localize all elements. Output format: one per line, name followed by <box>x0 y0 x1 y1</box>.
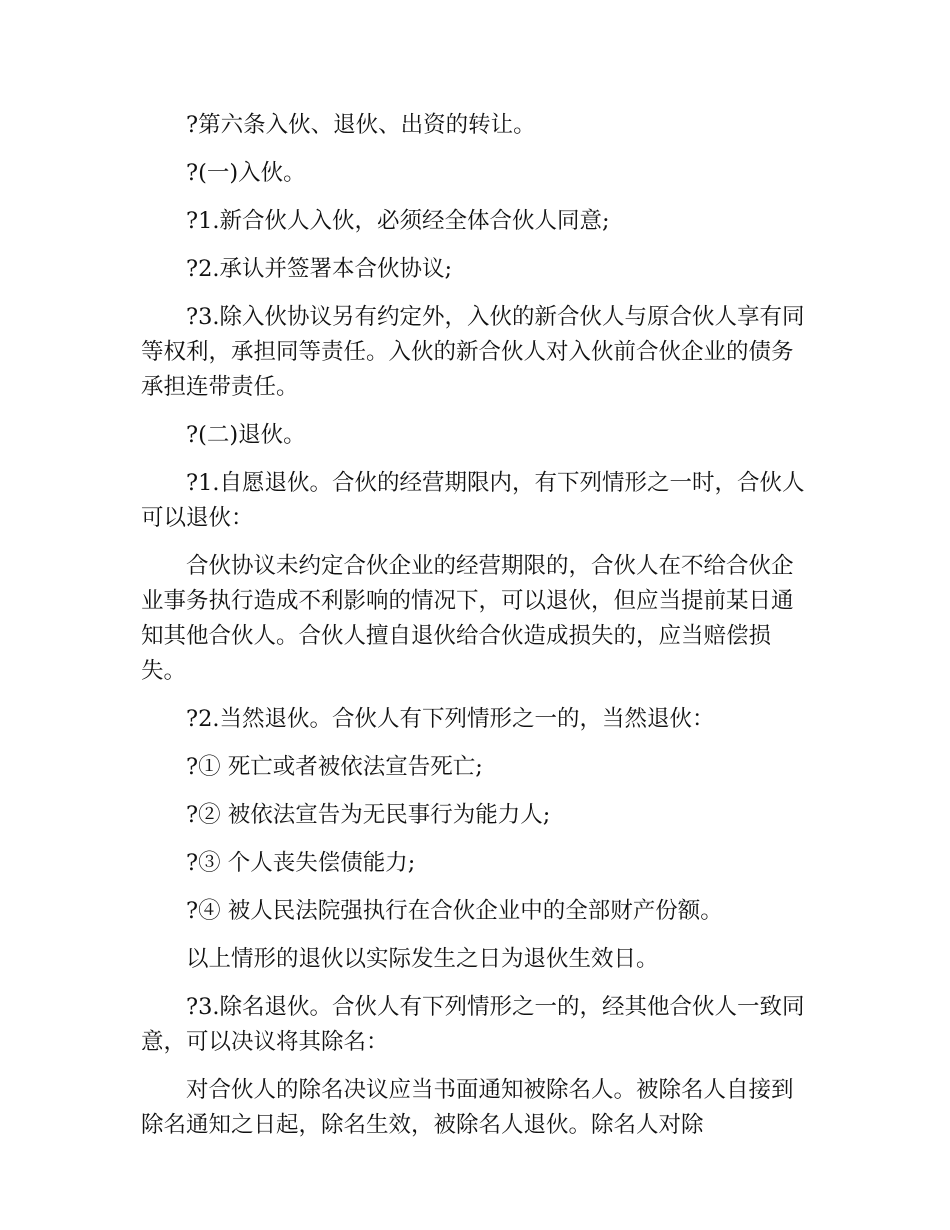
sub-list-item: ?③ 个人丧失偿债能力; <box>186 850 416 876</box>
body-paragraph: 以上情形的退伙以实际发生之日为退伙生效日。 <box>186 946 659 972</box>
list-item: ?2.当然退伙。合伙人有下列情形之一的，当然退伙： <box>186 706 715 732</box>
section-heading-withdrawal: ?(二)退伙。 <box>186 422 306 448</box>
body-paragraph: 对合伙人的除名决议应当书面通知被除名人。被除名人自接到除名通知之日起，除名生效，被除名人退伙。除名人对除 <box>141 1077 794 1138</box>
article-heading: ?第六条入伙、退伙、出资的转让。 <box>186 112 536 138</box>
list-item: ?2.承认并签署本合伙协议; <box>186 256 453 282</box>
list-item: ?1.自愿退伙。合伙的经营期限内，有下列情形之一时，合伙人可以退伙： <box>141 470 805 531</box>
sub-list-item: ?① 死亡或者被依法宣告死亡; <box>186 754 483 780</box>
list-item: ?1.新合伙人入伙，必须经全体合伙人同意; <box>186 208 610 234</box>
document-body <box>141 108 813 1156</box>
list-item: ?3.除名退伙。合伙人有下列情形之一的，经其他合伙人一致同意，可以决议将其除名： <box>141 994 805 1055</box>
body-paragraph: 合伙协议未约定合伙企业的经营期限的，合伙人在不给合伙企业事务执行造成不利影响的情况下，可以退伙，但应当提前某日通知其他合伙人。合伙人擅自退伙给合伙造成损失的，应当赔偿损失。 <box>141 553 794 684</box>
list-item: ?3.除入伙协议另有约定外，入伙的新合伙人与原合伙人享有同等权利，承担同等责任。入伙的新合伙人对入伙前合伙企业的债务承担连带责任。 <box>141 304 805 400</box>
section-heading-joining: ?(一)入伙。 <box>186 160 306 186</box>
sub-list-item: ?④ 被人民法院强执行在合伙企业中的全部财产份额。 <box>186 898 723 924</box>
sub-list-item: ?② 被依法宣告为无民事行为能力人; <box>186 802 551 828</box>
